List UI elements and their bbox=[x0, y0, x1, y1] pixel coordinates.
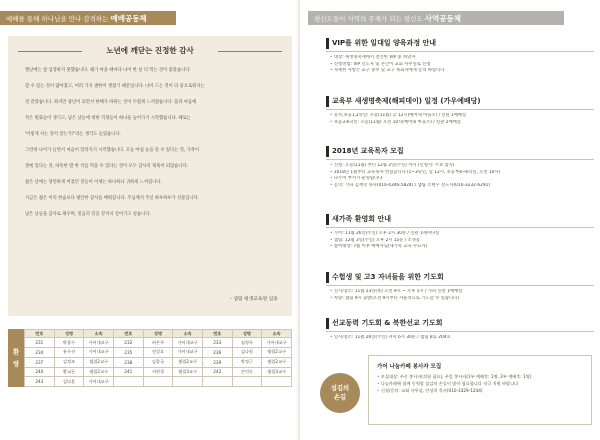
table-row bbox=[25, 377, 292, 387]
table-cell: 231 bbox=[25, 338, 55, 348]
circle-label-line: 손길 bbox=[333, 394, 347, 401]
welcome-side-label bbox=[8, 329, 24, 387]
section-title: 새가족 환영회 안내 bbox=[326, 214, 594, 225]
table-cell: 샘림3교구 bbox=[262, 367, 292, 377]
table-row bbox=[25, 367, 292, 377]
section-line: • 신청: 오늘(11월) 부터 12월 3일(주일) 까지 (신청서: 주보 삽지) bbox=[326, 163, 594, 170]
table-cell: 샘림2교구 bbox=[84, 357, 114, 367]
col-header: 성명 bbox=[232, 330, 262, 338]
table-row bbox=[25, 338, 292, 348]
table-cell bbox=[143, 377, 173, 387]
table-cell: 가어내교구 bbox=[84, 348, 114, 358]
volunteer-line: • 나눔카페에 함께 동역할 섬김의 손길이 많이 필요합니다 적극 지원 바랍니다 bbox=[377, 380, 583, 387]
section-title: 선교동력 기도회 & 북한선교 기도회 bbox=[326, 318, 594, 329]
table-cell: 236 bbox=[202, 348, 232, 358]
section-rule bbox=[326, 285, 594, 286]
table-cell: 황교돈 bbox=[54, 367, 84, 377]
table-cell: 김종국 bbox=[143, 357, 173, 367]
table-cell: 가어내교구 bbox=[84, 338, 114, 348]
table-cell bbox=[113, 377, 143, 387]
table-cell bbox=[202, 377, 232, 387]
section-title: VIP를 위한 일대일 양육과정 안내 bbox=[326, 38, 594, 49]
table-cell bbox=[232, 377, 262, 387]
essay-paragraph: 남은 날들을 감사로 채우며, 믿음의 길을 끝까지 걸어가고 싶습니다. bbox=[25, 212, 151, 217]
section-line: • 대상: 새생명축제에서 결신한 VIP 중 희망자 bbox=[326, 55, 594, 62]
table-cell: 232 bbox=[113, 338, 143, 348]
essay-body bbox=[20, 66, 282, 226]
section-rule bbox=[326, 227, 594, 228]
section-title: 교육부 새생명축제(해피데이) 일정 (가우예배당) bbox=[326, 96, 594, 107]
table-cell: 심정자 bbox=[232, 338, 262, 348]
table-cell: 가어내교구 bbox=[262, 338, 292, 348]
table-cell: 235 bbox=[113, 348, 143, 358]
title-divider-left bbox=[18, 51, 82, 52]
essay-title-row bbox=[8, 44, 292, 58]
section-rule bbox=[326, 109, 594, 110]
section-line: • 유치,초등1,2학년: 오늘(11월) 낮 12시(예어내 마을소) / 신관 1예배실 bbox=[326, 113, 594, 120]
section-line: • 샘림: 12월 3일(주일) 오후 2시 15분 / 소정홀 bbox=[326, 238, 594, 245]
table-cell: 242 bbox=[202, 367, 232, 377]
left-header-title: 예배공동체 bbox=[110, 13, 147, 23]
section-teacher-recruit bbox=[326, 146, 594, 189]
volunteer-line: • 신청/문의: 교회 사무실, 안성희 목사(010-3329-1244) bbox=[377, 387, 583, 394]
table-cell: 박종수 bbox=[54, 338, 84, 348]
table-header-row bbox=[25, 330, 292, 338]
section-rule bbox=[326, 51, 594, 52]
section-rule bbox=[326, 159, 594, 160]
table-cell: 샘림2교구 bbox=[262, 348, 292, 358]
table-cell: 238 bbox=[113, 357, 143, 367]
service-circle-badge bbox=[320, 373, 360, 413]
table-cell: 237 bbox=[25, 357, 55, 367]
table-cell: 240 bbox=[25, 367, 55, 377]
right-header-bar bbox=[308, 11, 564, 25]
volunteer-title: 가어 나눔카페 봉사자 모집 bbox=[377, 364, 442, 370]
section-title: 2018년 교육목자 모집 bbox=[326, 146, 594, 157]
table-cell: 샘림3교구 bbox=[173, 367, 203, 377]
essay-paragraph: 젊은 날에는 당연하게 여겼던 것들이 이제는 하나하나 귀하게 느껴집니다. bbox=[25, 180, 162, 185]
table-cell: 김나원 bbox=[232, 348, 262, 358]
left-header-bar bbox=[0, 11, 176, 25]
side-label-char: 환 bbox=[12, 348, 20, 356]
section-line: • 참여대상: 7월 이후 예배자님(새가족 교육 수료자) bbox=[326, 244, 594, 251]
section-line: • 일시/장소: 11월 23일(목) 오전 9시 ~ 오후 5시 / 가파 신관 1예배실 bbox=[326, 289, 594, 296]
essay-box bbox=[8, 36, 292, 316]
section-line: • 초등3-6학년: 오늘(11월) 오전 10시(예어내 마을소) / 신관 2예배실 bbox=[326, 120, 594, 127]
right-header-title: 사역공동체 bbox=[424, 13, 461, 23]
essay-paragraph: 그런데 나이가 들면서 마음이 달라지기 시작했습니다. 오늘 아침 눈을 뜰 수 있다는 것, 가족이 bbox=[25, 148, 200, 153]
table-cell: 가어내교구 bbox=[173, 338, 203, 348]
section-line: • 가어: 11월 26일(주일) 오후 2시 30분 / 신관 1세미나실 bbox=[326, 231, 594, 238]
essay-paragraph: 곁에 있다는 것, 따뜻한 밥 한 끼를 먹을 수 있다는 것이 모두 감사의 제목이 되었습니다. bbox=[25, 164, 188, 169]
essay-paragraph: 지금은 젊은 이의 한숨보다 평안한 감사를 배워갑니다. 주님께서 주신 하루하루가 선물입니다. bbox=[25, 196, 200, 201]
table-cell bbox=[262, 377, 292, 387]
table-cell: 샘림2교구 bbox=[84, 367, 114, 377]
section-line: • 나누어 부서가 운영됩니다 bbox=[326, 176, 594, 183]
col-header: 소속 bbox=[262, 330, 292, 338]
table-cell: 허은주 bbox=[143, 338, 173, 348]
table-cell: 샘림2교구 bbox=[262, 357, 292, 367]
table-cell: 가어내교구 bbox=[84, 377, 114, 387]
essay-paragraph: 옛날에는 참 심장하지 못했습니다. 왜가 마을 때마다 나이 한 살 더 먹는 것이 좋았습니다. bbox=[25, 68, 191, 73]
volunteer-box bbox=[368, 355, 592, 425]
section-exam-prayer bbox=[326, 272, 594, 302]
left-header-subtitle: 예배를 통해 하나님을 만나 감격하는 bbox=[6, 14, 109, 23]
essay-title: 노년에 깨닫는 진정한 감사 bbox=[106, 46, 194, 55]
welcome-table bbox=[24, 329, 292, 387]
side-label-char: 영 bbox=[12, 360, 20, 368]
table-cell: 234 bbox=[25, 348, 55, 358]
essay-signature: - 샘림 평생교육원 임동 bbox=[229, 297, 278, 302]
table-row bbox=[25, 357, 292, 367]
table-cell: 샘림2교구 bbox=[173, 357, 203, 367]
table-cell: 가어내교구 bbox=[173, 348, 203, 358]
col-header: 번호 bbox=[113, 330, 143, 338]
section-rule bbox=[326, 331, 594, 332]
section-education-schedule bbox=[326, 96, 594, 126]
right-page bbox=[300, 0, 600, 440]
volunteer-line: • 모집대상: 주중 봉사자(격월 필요), 주일 봉사자(1부 예배후: 1명, 2부 예배후: 1명) bbox=[377, 373, 583, 380]
table-cell bbox=[173, 377, 203, 387]
table-cell: 김다훈 bbox=[54, 377, 84, 387]
essay-paragraph: '이렇게 사는 것이 맞는가?'라는 생각도 들었습니다. bbox=[25, 132, 121, 137]
right-header-subtitle: 평신도들이 사역의 주체가 되는 평신도 bbox=[314, 14, 423, 23]
col-header: 소속 bbox=[173, 330, 203, 338]
table-cell: 241 bbox=[113, 367, 143, 377]
col-header: 번호 bbox=[25, 330, 55, 338]
table-cell: 박정근 bbox=[232, 357, 262, 367]
section-vip bbox=[326, 38, 594, 75]
title-divider-right bbox=[218, 51, 282, 52]
essay-paragraph: 것 같았습니다. 하지만 중년이 되면서 한해가 바뀌는 것이 두렵게 느껴졌습니다. 몸과 마음에 bbox=[25, 100, 197, 105]
section-mission-prayer bbox=[326, 318, 594, 342]
table-cell: 239 bbox=[202, 357, 232, 367]
essay-paragraph: 할 수 있는 것이 많아졌고, 어려 가지 권한이 생겼기 때문입니다. 나이 드는 것이 더 풍요로워지는 bbox=[25, 84, 205, 89]
table-cell: 전성호 bbox=[143, 348, 173, 358]
section-line: • 2018년 1월부터 교육목자 면접합니다 (1~3학년, 날 12시, 초등부4~6학년, 오전 10시) bbox=[326, 170, 594, 177]
table-row bbox=[25, 348, 292, 358]
welcome-table-block bbox=[8, 329, 292, 387]
table-cell: 유수선 bbox=[54, 348, 84, 358]
section-line: • 신청방법: VIP 인도자 및 본인이 교회 사무실로 신청 bbox=[326, 62, 594, 69]
essay-paragraph: 작은 변화들이 생기고, 남은 날들에 대한 걱정들이 하나둘 늘어가기 시작했습니다. 때로는 bbox=[25, 116, 191, 121]
section-newcomer bbox=[326, 214, 594, 251]
col-header: 성명 bbox=[54, 330, 84, 338]
section-title: 수험생 및 고3 자녀들을 위한 기도회 bbox=[326, 272, 594, 283]
col-header: 성명 bbox=[143, 330, 173, 338]
circle-label-line: 섬김의 bbox=[330, 385, 350, 392]
table-cell: 김정조 bbox=[54, 357, 84, 367]
table-cell: 서현경 bbox=[143, 367, 173, 377]
table-cell: 손덕숙 bbox=[232, 367, 262, 377]
section-line: • 일시/장소: 11월 26일(주일) 저녁 6시 30분 / 샘림 B동 204호 bbox=[326, 335, 594, 342]
section-line: • 자세한 사항은 교구 총무 및 교구 목회자에게 문의 바랍니다 bbox=[326, 68, 594, 75]
col-header: 소속 bbox=[84, 330, 114, 338]
section-line: • 차량: 샘림 9시 출발(오전 9시부터 자율적으로 기도할 수 있습니다) bbox=[326, 296, 594, 303]
col-header: 번호 bbox=[202, 330, 232, 338]
table-cell: 233 bbox=[202, 338, 232, 348]
table-cell: 243 bbox=[25, 377, 55, 387]
section-line: • 문의: 가파 김재학 목사(010-4346-5824) / 샘림 조현우 전도사(010-3232-6291) bbox=[326, 183, 594, 190]
